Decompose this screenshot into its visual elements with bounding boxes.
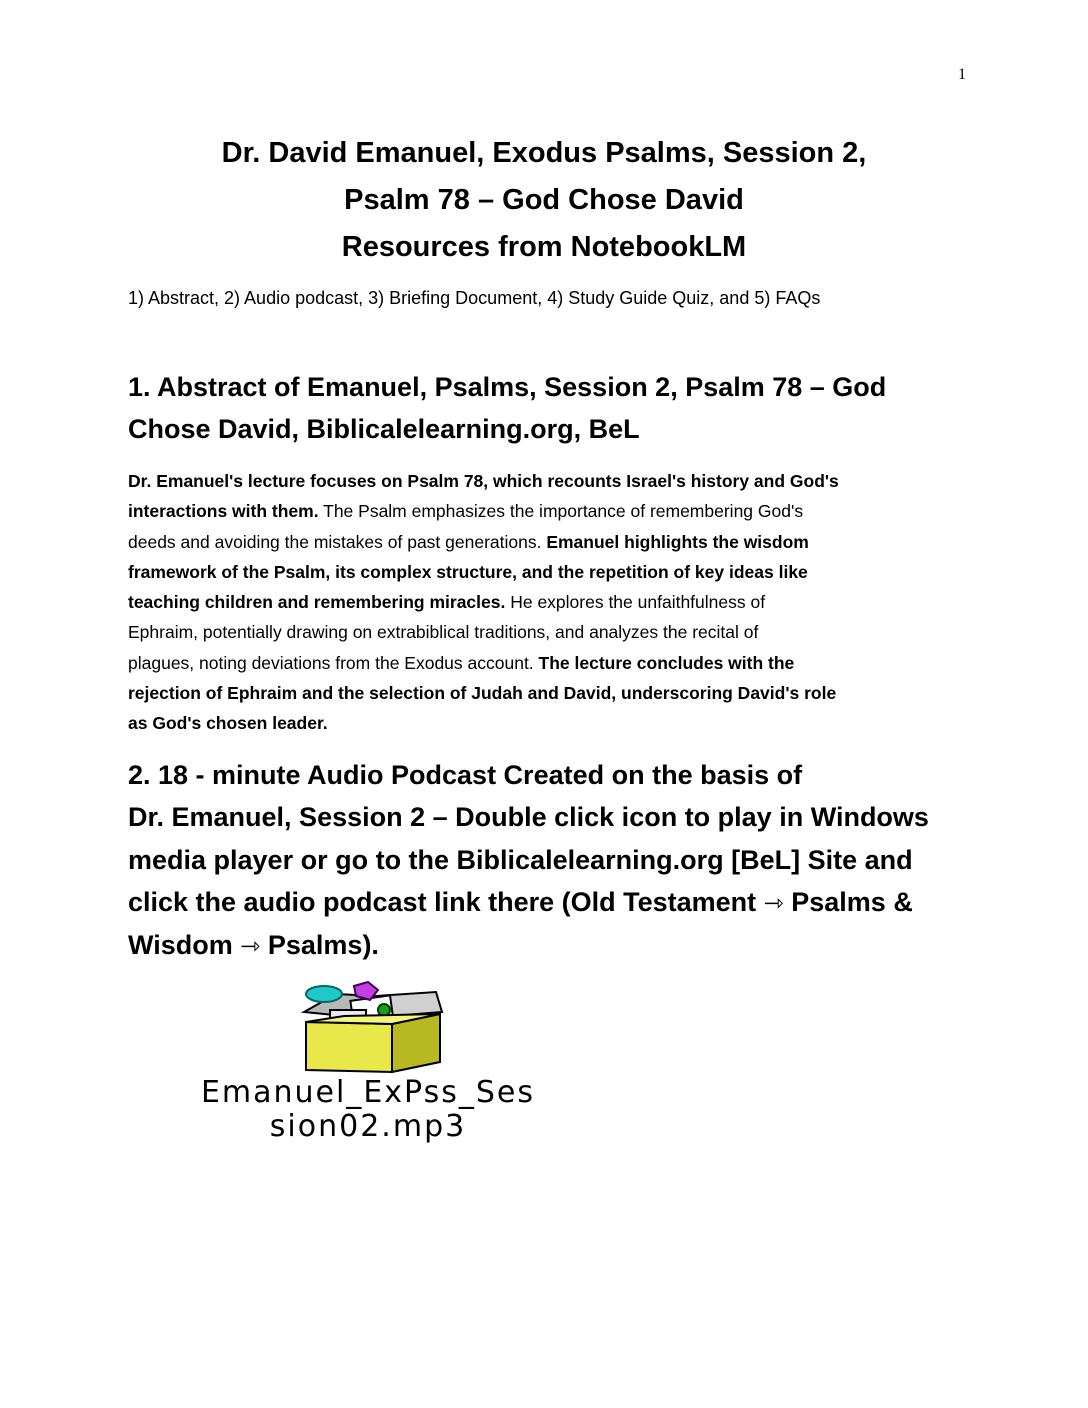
abstract-heading: [128, 366, 948, 450]
abstract-bold-text: Emanuel highlights the wisdom: [546, 531, 809, 552]
package-icon-graphic: [296, 980, 446, 1076]
abstract-line: [128, 617, 958, 647]
abstract-text: plagues, noting deviations from the Exodus account.: [128, 652, 539, 673]
title-line-3: Resources from NotebookLM: [341, 231, 747, 263]
abstract-bold-text: teaching children and remembering miracles.: [128, 592, 506, 613]
audio-podcast-heading: [128, 754, 968, 967]
abstract-heading-line-2: Chose David, Biblicalelearning.org, BeL: [128, 414, 640, 444]
podcast-heading-line-3: media player or go to the Biblicalelearning.org [BeL] Site and: [128, 844, 913, 875]
abstract-bold-text: The lecture concludes with the: [538, 652, 795, 673]
abstract-line: [128, 466, 958, 496]
right-arrow-icon: ⇾: [763, 888, 784, 917]
abstract-text: Ephraim, potentially drawing on extrabiblical traditions, and analyzes the recital of: [128, 622, 759, 643]
podcast-heading-text: Psalms).: [260, 930, 379, 961]
abstract-paragraph: [128, 466, 958, 739]
title-line-2: Psalm 78 – God Chose David: [344, 184, 744, 216]
podcast-heading-line-4: [128, 881, 968, 924]
abstract-bold-text: Dr. Emanuel's lecture focuses on Psalm 78, which recounts Israel's history and God's: [128, 471, 839, 491]
abstract-bold-text: interactions with them.: [128, 501, 319, 522]
right-arrow-icon: ⇾: [240, 932, 261, 961]
podcast-heading-text: click the audio podcast link there (Old Testament: [128, 886, 764, 917]
podcast-heading-text: Psalms &: [783, 886, 913, 917]
podcast-heading-line-1: 2. 18 - minute Audio Podcast Created on the basis of: [128, 760, 803, 790]
abstract-line: [128, 678, 958, 708]
abstract-line: [128, 708, 958, 738]
abstract-bold-text: rejection of Ephraim and the selection of Judah and David, underscoring David's role: [128, 683, 837, 704]
abstract-text: The Psalm emphasizes the importance of remembering God's: [318, 501, 804, 522]
abstract-line: [128, 587, 958, 617]
podcast-heading-text: Wisdom: [128, 930, 241, 961]
abstract-line: [128, 557, 958, 587]
abstract-text: He explores the unfaithfulness of: [505, 592, 766, 613]
page-title: [0, 130, 1088, 271]
abstract-line: [128, 527, 958, 557]
abstract-bold-text: framework of the Psalm, its complex structure, and the repetition of key ideas like: [128, 561, 808, 582]
title-line-1: Dr. David Emanuel, Exodus Psalms, Session 2,: [221, 137, 867, 169]
audio-file-name-line-1: Emanuel_ExPss_Ses: [200, 1075, 536, 1110]
podcast-heading-line-2: Dr. Emanuel, Session 2 – Double click icon to play in Windows: [128, 802, 929, 833]
abstract-text: deeds and avoiding the mistakes of past generations.: [128, 531, 547, 552]
audio-file-name[interactable]: [118, 1076, 618, 1144]
abstract-line: [128, 648, 958, 678]
abstract-heading-line-1: 1. Abstract of Emanuel, Psalms, Session 2, Psalm 78 – God: [128, 372, 887, 402]
page-number: 1: [958, 66, 966, 83]
resources-list: 1) Abstract, 2) Audio podcast, 3) Briefing Document, 4) Study Guide Quiz, and 5) FAQs: [128, 288, 821, 308]
abstract-line: [128, 496, 958, 526]
abstract-bold-text: as God's chosen leader.: [128, 713, 328, 734]
podcast-heading-line-5: [128, 924, 968, 967]
package-icon[interactable]: [296, 980, 446, 1076]
audio-file-name-line-2: sion02.mp3: [269, 1109, 467, 1144]
